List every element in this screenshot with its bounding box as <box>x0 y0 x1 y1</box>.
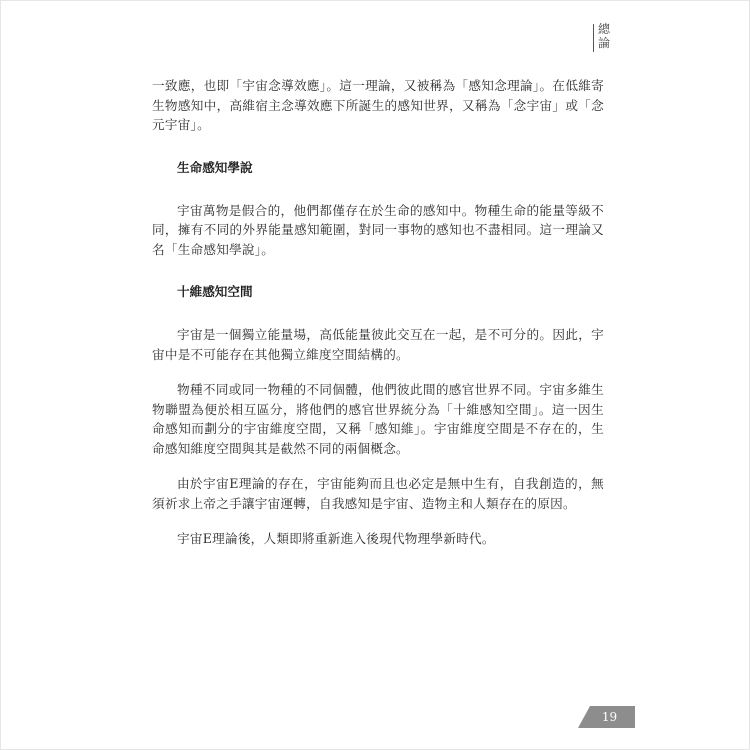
section-heading: 十維感知空間 <box>177 284 253 299</box>
paragraph: 宇宙是一個獨立能量場，高低能量彼此交互在一起，是不可分的。因此，宇宙中是不可能存在其他獨立維度空間結構的。 <box>152 327 604 362</box>
running-head-char: 總 <box>598 22 611 36</box>
paragraph: 物種不同或同一物種的不同個體，他們彼此間的感官世界不同。宇宙多維生物聯盟為便於相互區分，將他們的感官世界統分為「十維感知空間」。這一因生命感知而劃分的宇宙維度空間，又稱「感知維」。宇宙維度空間是不存在的，生命感知維度空間與其是截然不同的兩個概念。 <box>152 382 604 456</box>
paragraph: 宇宙萬物是假合的，他們都僅存在於生命的感知中。物種生命的能量等級不同，擁有不同的外界能量感知範圍，對同一事物的感知也不盡相同。這一理論又名「生命感知學說」。 <box>152 202 604 257</box>
running-head-char: 論 <box>598 36 611 50</box>
paragraph: 一致應，也即「宇宙念導效應」。這一理論，又被稱為「感知念理論」。在低維寄生物感知中，高維宿主念導效應下所誕生的感知世界，又稱為「念宇宙」或「念元宇宙」。 <box>152 78 604 132</box>
header-rule <box>593 24 594 52</box>
running-head <box>598 22 612 50</box>
paragraph: 宇宙E理論後，人類即將重新進入後現代物理學新時代。 <box>177 531 495 546</box>
section-heading: 生命感知學說 <box>177 159 253 175</box>
body-text <box>152 76 604 549</box>
paragraph: 由於宇宙E理論的存在，宇宙能夠而且也必定是無中生有，自我創造的，無須祈求上帝之手讓宇宙運轉，自我感知是宇宙、造物主和人類存在的原因。 <box>152 476 604 511</box>
page-number: 19 <box>601 710 618 724</box>
